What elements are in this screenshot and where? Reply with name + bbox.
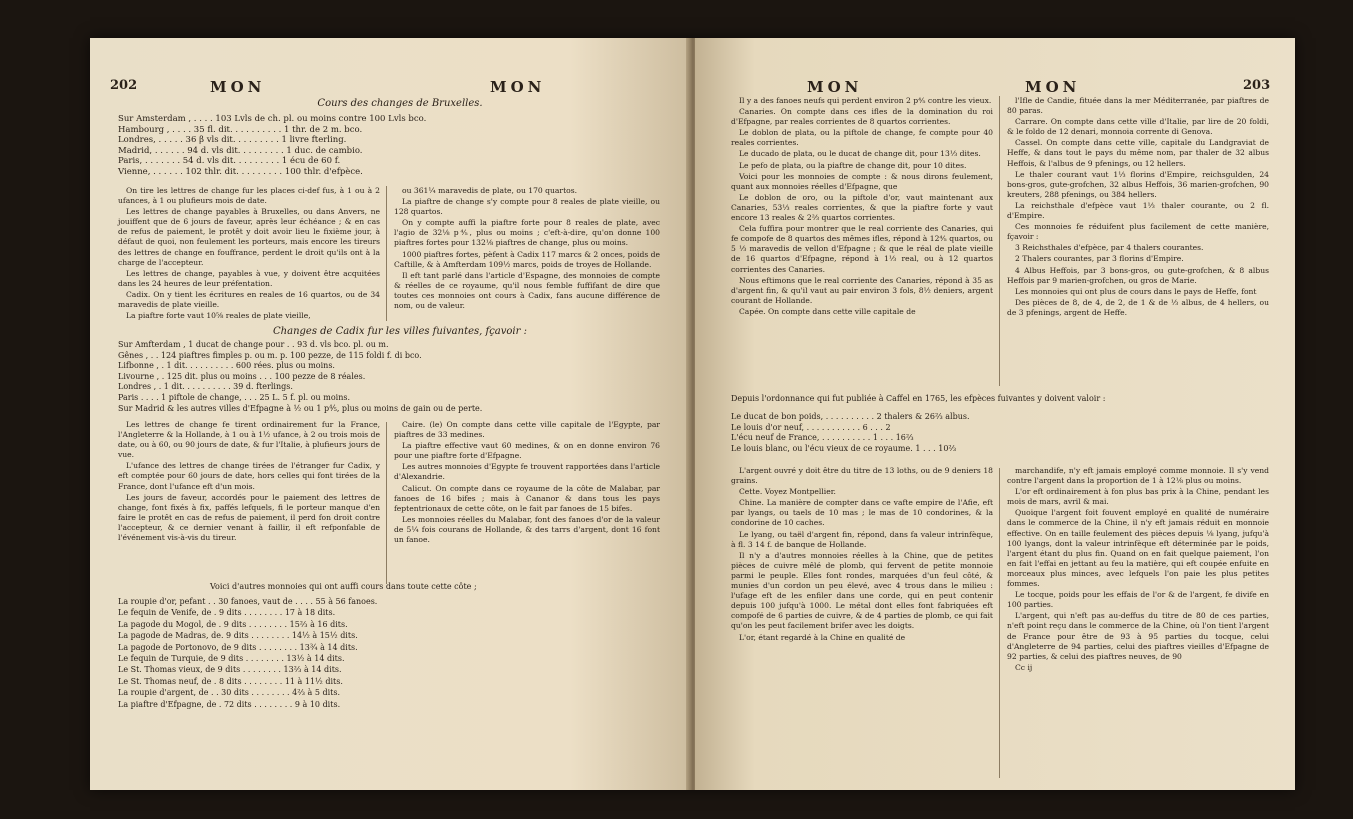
paragraph: marchandife, n'y eft jamais employé comme monnoie. Il s'y vend contre l'argent dans la proportion de 1 à 12⅛ plus ou moins. — [1007, 466, 1269, 486]
paragraph: Le thaler courant vaut 1⅓ florins d'Empire, reichsgulden, 24 bons-gros, gute-grofchen, 32 albus Heffois, 36 marien-grofchen, 90 kreuters, 288 pfenings, ou 384 hellers. — [1007, 169, 1269, 199]
table-row: Gênes , . . 124 piaftres fimples p. ou m. p. 100 pezze, de 115 foldi f. di bco. — [118, 350, 422, 360]
table-row: Londres, . . . . . 36 β vls dit. . . . . . . . . 1 livre fterling. — [118, 135, 347, 146]
text-column — [1007, 96, 1269, 394]
paragraph: Les lettres de change fe tirent ordinairement fur la France, l'Angleterre & la Hollande, à 1 ou à 1½ ufance, à 2 ou trois mois de date, ou à 60, ou 90 jours de date, & fur l'Italie, à plufieurs jours de vue. — [118, 420, 380, 460]
table-row: Lifbonne , . 1 dit. . . . . . . . . . 600 rées. plus ou moins. — [118, 361, 335, 371]
paragraph: L'or, étant regardé à la Chine en qualité de — [739, 632, 906, 642]
table-row: Le louis d'or neuf, . . . . . . . . . . . 6 . . . 2 — [731, 422, 891, 432]
page-number: 202 — [110, 78, 138, 93]
paragraph: Les lettres de change payables à Bruxelles, ou dans Anvers, ne jouiffent que de 6 jours de faveur, après leur échéance ; & en cas de refus de paiement, le protêt y doit avoir lieu le fixième jour, à défaut de quoi, non feulement les porteurs, mais encore les tireurs des lettres de change en fouffrance, perdent le droit qu'ils ont à la charge de l'accepteur. — [118, 207, 380, 267]
table-row: La pagode de Portonovo, de 9 dits . . . . . . . . 13¾ à 14 dits. — [118, 642, 358, 652]
paragraph: Le ducado de plata, ou le ducat de change dit, pour 13⅓ dites. — [739, 149, 981, 159]
paragraph: L'argent ouvré y doit être du titre de 13 loths, ou de 9 deniers 18 grains. — [731, 466, 993, 486]
text-column — [1007, 466, 1269, 786]
right-page — [695, 38, 1295, 790]
paragraph: Il n'y a d'autres monnoies réelles à la Chine, que de petites pièces de cuivre mêlé de plomb, qui fervent de petite monnoie parmi le peuple. Elles font rondes, marquées d'un feul côté, & munies d'un cordon un peu élevé, avec 4 trous dans le milieu : l'ufage eft de les enfiler dans une corde, qui en peut contenir depuis 100 jufqu'à 1000. Le métal dont elles font fabriquées eft compofé de 6 parties de cuivre, & de 4 parties de plomb, ce qui fait qu'on les peut facilement brifer avec les doigts. — [731, 550, 993, 631]
paragraph: Le doblon de plata, ou la piftole de change, fe compte pour 40 reales corrientes. — [731, 128, 993, 148]
table-row: Paris . . . . 1 piftole de change, . . . 25 L. 5 f. pl. ou moins. — [118, 392, 351, 402]
paragraph: Nous eftimons que le real corriente des Canaries, répond à 35 as d'argent fin, & qu'il vaut au pair environ 3 fols, 8½ deniers, argent courant de Hollande. — [731, 275, 993, 305]
table-title: Cours des changes de Bruxelles. — [317, 98, 483, 109]
section-title: Changes de Cadix fur les villes fuivantes, fçavoir : — [273, 326, 527, 337]
paragraph: Le pefo de plata, ou la piaftre de change dit, pour 10 dites. — [739, 160, 967, 170]
text-column — [118, 186, 380, 326]
paragraph: Les monnoies réelles du Malabar, font des fanoes d'or de la valeur de 5¼ fois courans de Hollande, & des tarrs d'argent, dont 16 font un fanoe. — [394, 514, 660, 545]
column-rule — [999, 468, 1000, 778]
coins-table — [118, 596, 663, 710]
table-row: La roupie d'argent, de . . 30 dits . . . . . . . . 4⅔ à 5 dits. — [118, 688, 340, 698]
open-book — [90, 38, 1295, 790]
table-row: Vienne, . . . . . . 102 thlr. dit. . . . . . . . . 100 thlr. d'efpèce. — [118, 166, 363, 177]
text-column — [394, 420, 660, 590]
exchange-table — [118, 340, 663, 414]
paragraph: Capée. On compte dans cette ville capitale de — [739, 306, 916, 316]
paragraph: Le tocque, poids pour les effais de l'or & de l'argent, fe divife en 100 parties. — [1007, 590, 1269, 610]
paragraph: Il y a des fanoes neufs qui perdent environ 2 p⅘ contre les vieux. — [739, 96, 992, 105]
paragraph: 4 Albus Heffois, par 3 bons-gros, ou gute-grofchen, & 8 albus Heffois par 9 marien-grofchen, ou gros de Marie. — [1007, 265, 1269, 285]
table-row: Le fequin de Turquie, de 9 dits . . . . . . . . 13½ à 14 dits. — [118, 654, 345, 664]
paragraph: Cette. Voyez Montpellier. — [739, 487, 836, 497]
paragraph: On tire les lettres de change fur les places ci-def fus, à 1 ou à 2 ufances, à 1 ou plufieurs mois de date. — [118, 186, 380, 206]
left-page — [90, 38, 690, 790]
paragraph: Les autres monnoies d'Egypte fe trouvent rapportées dans l'article d'Alexandrie. — [394, 462, 660, 482]
paragraph: La piaftre forte vaut 10⅝ reales de plate vieille, — [126, 311, 311, 321]
column-rule — [999, 96, 1000, 386]
paragraph: Voici pour les monnoies de compte : & nous dirons feulement, quant aux monnoies réelles d'Efpagne, que — [731, 171, 993, 191]
paragraph: Les lettres de change, payables à vue, y doivent être acquitées dans les 24 heures de leur préfentation. — [118, 268, 380, 288]
paragraph: Des pièces de 8, de 4, de 2, de 1 & de ⅓ albus, de 4 hellers, ou de 3 pfenings, argent de Heffe. — [1007, 297, 1269, 317]
paragraph: Les jours de faveur, accordés pour le paiement des lettres de change, font fixés à fix, paffés lefquels, fi le porteur manque d'en faire le protêt en cas de refus de paiement, il perd fon droit contre l'accepteur, & ce dernier venant à faillir, il eft refponfable de l'événement vis-à-vis du tireur. — [118, 492, 380, 543]
text-column — [731, 96, 993, 394]
table-row: L'écu neuf de France, . . . . . . . . . . 1 . . . 16⅔ — [731, 433, 914, 443]
table-row: Le St. Thomas vieux, de 9 dits . . . . . . . . 13⅔ à 14 dits. — [118, 665, 342, 675]
table-row: Londres , . 1 dit. . . . . . . . . . 39 d. fterlings. — [118, 382, 293, 392]
edict-table — [731, 412, 1271, 454]
table-row: Le fequin de Venife, de . 9 dits . . . . . . . . 17 à 18 dits. — [118, 608, 336, 618]
column-rule — [386, 186, 387, 321]
paragraph: Calicut. On compte dans ce royaume de la côte de Malabar, par fanoes de 16 bifes ; mais à Cananor & dans tous les pays feptentrionaux de cette côte, on le fait par fanoes de 15 bifes. — [394, 483, 660, 513]
paragraph: 1000 piaftres fortes, pèfent à Cadix 117 marcs & 2 onces, poids de Caftille, & à Amfterdam 109½ marcs, poids de troyes de Hollande. — [394, 249, 660, 269]
paragraph: l'Ifle de Candie, fituée dans la mer Méditerranée, par piaftres de 80 paras. — [1007, 96, 1269, 116]
paragraph: La reichsthale d'efpèce vaut 1⅓ thaler courante, ou 2 fl. d'Empire. — [1007, 200, 1269, 221]
paragraph: Le lyang, ou taël d'argent fin, répond, dans fa valeur intrinfèque, à fl. 3 14 f. de banque de Hollande. — [731, 529, 993, 549]
paragraph: Le doblon de oro, ou la piftole d'or, vaut maintenant aux Canaries, 53⅓ reales corrientes, & que la piaftre forte y vaut encore 13 reales & 2⅔ quartos corrientes. — [731, 192, 993, 223]
paragraph: On y compte auffi la piaftre forte pour 8 reales de plate, avec l'agio de 32⅛ p⅘, plus ou moins ; c'eft-à-dire, qu'on donne 100 piaftres fortes pour 132⅛ piaftres de change, plus ou moins. — [394, 218, 660, 248]
paragraph: Ces monnoies fe réduifent plus facilement de cette manière, fçavoir : — [1007, 222, 1269, 242]
paragraph: La piaftre de change s'y compte pour 8 reales de plate vieille, ou 128 quartos. — [394, 197, 660, 217]
table-row: Sur Amfterdam , 1 ducat de change pour . . 93 d. vls bco. pl. ou m. — [118, 340, 389, 349]
text-column — [731, 466, 993, 786]
table-row: Sur Amsterdam , . . . . 103 Lvls de ch. pl. ou moins contre 100 Lvls bco. — [118, 114, 427, 124]
table-row: Madrid, . . . . . . 94 d. vls dit. . . . . . . . . 1 duc. de cambio. — [118, 145, 363, 156]
text-column — [118, 420, 380, 590]
paragraph: 3 Reichsthales d'efpèce, par 4 thalers courantes. — [1015, 243, 1204, 253]
paragraph: ou 361¼ maravedis de plate, ou 170 quartos. — [402, 186, 578, 195]
edict-intro: Depuis l'ordonnance qui fut publiée à Caffel en 1765, les efpèces fuivantes y doivent valoir : — [731, 394, 1106, 403]
table-row: Le louis blanc, ou l'écu vieux de ce royaume. 1 . . . 10⅔ — [731, 443, 957, 453]
table-row: Paris, . . . . . . . 54 d. vls dit. . . . . . . . . 1 écu de 60 f. — [118, 156, 341, 167]
table-row: La roupie d'or, pefant . . 30 fanoes, vaut de . . . . 55 à 56 fanoes. — [118, 597, 378, 606]
exchange-table — [118, 114, 658, 178]
running-header-right: MON — [1025, 78, 1081, 96]
paragraph: La piaftre effective vaut 60 medines, & on en donne environ 76 pour une piaftre forte d'Efpagne. — [394, 441, 660, 461]
running-header-right: MON — [490, 78, 546, 96]
table-row: Sur Madrid & les autres villes d'Efpagne à ½ ou 1 p⅘, plus ou moins de gain ou de perte. — [118, 403, 483, 413]
paragraph: Quoique l'argent foit fouvent employé en qualité de numéraire dans le commerce de la Chine, il n'y eft jamais réduit en monnoie effective. On en taille feulement des pièces depuis ⅛ lyang, jufqu'à 100 lyangs, dont la valeur intrinfèque eft déterminée par le poids, l'argent étant du plus fin. Quand on en fait quelque paiement, l'on en fait l'effai en jettant au feu la matière, qui eft coupée enfuite en morceaux plus minces, avec lefquels l'on paie les plus petites fommes. — [1007, 508, 1269, 589]
paragraph: Il eft tant parlé dans l'article d'Espagne, des monnoies de compte & réelles de ce royaume, qu'il nous femble fuffifant de dire que toutes ces monnoies ont cours à Cadix, fans aucune différence de nom, ou de valeur. — [394, 270, 660, 311]
table-row: La piaftre d'Efpagne, de . 72 dits . . . . . . . . 9 à 10 dits. — [118, 699, 341, 709]
text-column — [394, 186, 660, 326]
table-row: La pagode de Madras, de. 9 dits . . . . . . . . 14½ à 15½ dits. — [118, 631, 358, 641]
paragraph: Canaries. On compte dans ces ifles de la domination du roi d'Efpagne, par reales corrientes de 8 quartos corrientes. — [731, 107, 993, 127]
column-rule — [386, 422, 387, 584]
table-row: Livourne , . 125 dit. plus ou moins . . . 100 pezze de 8 réales. — [118, 371, 366, 381]
paragraph: Les monnoies qui ont plus de cours dans le pays de Heffe, font — [1015, 286, 1257, 296]
paragraph: L'argent, qui n'eft pas au-deffus du titre de 80 de ces parties, n'eft point reçu dans le commerce de la Chine, où l'on tient l'argent de France pour être de 93 à 95 parties du tocque, celui d'Angleterre de 94 parties, celui des piaftres vieilles d'Efpagne de 92 parties, & celui des piaftres neuves, de 90 — [1007, 611, 1269, 661]
paragraph: Cadix. On y tient les écritures en reales de 16 quartos, ou de 34 maravedis de plate vieille. — [118, 289, 380, 310]
paragraph: Cassel. On compte dans cette ville, capitale du Landgraviat de Heffe, & dans tout le pays du même nom, par thaler de 32 albus Heffois, & l'albus de 9 pfenings, ou 12 hellers. — [1007, 138, 1269, 168]
table-row: Le St. Thomas neuf, de . 8 dits . . . . . . . . 11 à 11½ dits. — [118, 676, 343, 686]
paragraph: Caire. (le) On compte dans cette ville capitale de l'Egypte, par piaftres de 33 medines. — [394, 420, 660, 440]
table-row: Le ducat de bon poids, . . . . . . . . . . 2 thalers & 26⅔ albus. — [731, 412, 970, 421]
paragraph: Carrare. On compte dans cette ville d'Italie, par lire de 20 foldi, & le foldo de 12 denari, monnoia corrente di Genova. — [1007, 117, 1269, 137]
running-header-left: MON — [210, 78, 266, 96]
paragraph: Cc ij — [1015, 662, 1033, 672]
page-number: 203 — [1243, 78, 1271, 93]
paragraph: 2 Thalers courantes, par 3 florins d'Empire. — [1015, 254, 1184, 264]
running-header-left: MON — [807, 78, 863, 96]
paragraph: L'ufance des lettres de change tirées de l'étranger fur Cadix, y eft comptée pour 60 jours de date, hors celles qui font tirées de la France, dont l'ufance eft d'un mois. — [118, 461, 380, 491]
paragraph: Cela fuffira pour montrer que le real corriente des Canaries, qui fe compofe de 8 quartos des mêmes ifles, répond à 12⅘ quartos, ou 5 ⅓ maravedis de vellon d'Efpagne ; & que le réal de plate vieille de 16 quartos d'Efpagne, répond à 1⅓ real, ou à 12 quartos corrientes des Canaries. — [731, 224, 993, 274]
table-row: La pagode du Mogol, de . 9 dits . . . . . . . . 15⅔ à 16 dits. — [118, 619, 348, 629]
paragraph: Chine. La manière de compter dans ce vafte empire de l'Afie, eft par lyangs, ou taels de 10 mas ; le mas de 10 condorines, & la condorine de 10 caches. — [731, 498, 993, 528]
table-row: Hambourg , . . . . 35 fl. dit. . . . . . . . . . 1 thr. de 2 m. bco. — [118, 124, 363, 135]
paragraph: L'or eft ordinairement à fon plus bas prix à la Chine, pendant les mois de mars, avril & mai. — [1007, 487, 1269, 507]
coins-intro: Voici d'autres monnoies qui ont auffi cours dans toute cette côte ; — [210, 582, 477, 591]
